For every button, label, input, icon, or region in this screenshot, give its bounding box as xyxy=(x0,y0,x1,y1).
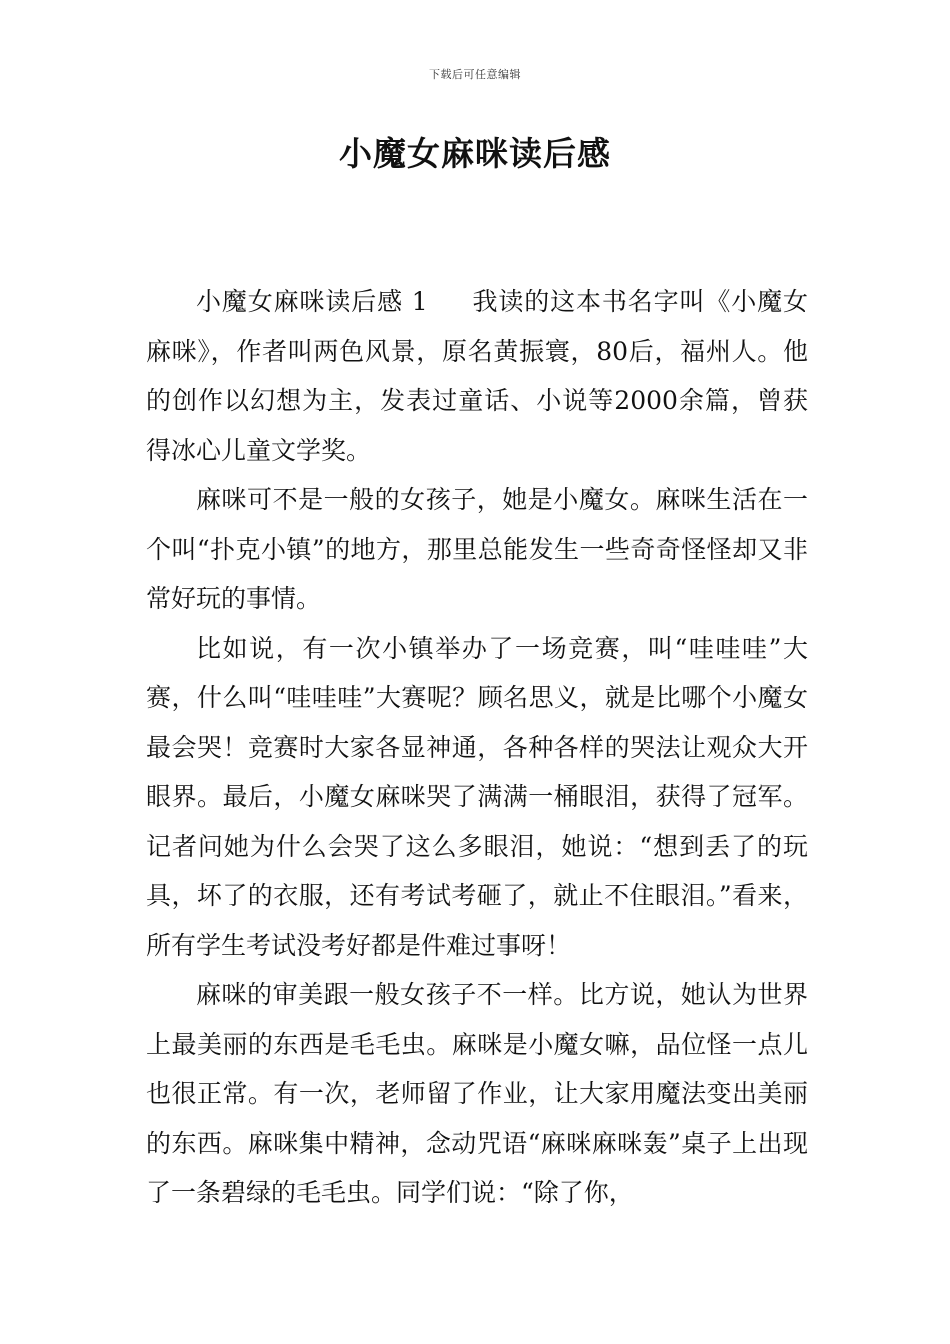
paragraph-text: 比如说，有一次小镇举办了一场竞赛，叫“哇哇哇”大赛，什么叫“哇哇哇”大赛呢？顾名思义，就是比哪个小魔女最会哭！竞赛时大家各显神通，各种各样的哭法让观众大开眼界。最后，小魔女麻咪哭了满满一桶眼泪，获得了冠军。记者问她为什么会哭了这么多眼泪，她说：“想到丢了的玩具，坏了的衣服，还有考试考砸了，就止不住眼泪。”看来，所有学生考试没考好都是件难过事呀！ xyxy=(146,633,808,960)
paragraph-text: 麻咪的审美跟一般女孩子不一样。比方说，她认为世界上最美丽的东西是毛毛虫。麻咪是小魔女嘛，品位怪一点儿也很正常。有一次，老师留了作业，让大家用魔法变出美丽的东西。麻咪集中精神，念动咒语“麻咪麻咪轰”桌子上出现了一条碧绿的毛毛虫。同学们说：“除了你， xyxy=(146,980,808,1207)
document-title: 小魔女麻咪读后感 xyxy=(339,134,611,173)
document-body xyxy=(146,277,808,1218)
paragraph-2 xyxy=(146,475,808,624)
paragraph-1 xyxy=(146,277,808,475)
paragraph-4 xyxy=(146,970,808,1218)
paragraph-3 xyxy=(146,624,808,971)
paragraph-text: 我读的这本书名字叫《小魔女麻咪》，作者叫两色风景，原名黄振寰，80后，福州人。他的创作以幻想为主，发表过童话、小说等2000余篇，曾获得冰心儿童文学奖。 xyxy=(146,287,808,465)
paragraph-text: 麻咪可不是一般的女孩子，她是小魔女。麻咪生活在一个叫“扑克小镇”的地方，那里总能发生一些奇奇怪怪却又非常好玩的事情。 xyxy=(146,485,808,613)
header-note: 下载后可任意编辑 xyxy=(429,68,521,81)
essay-heading: 小魔女麻咪读后感 1 xyxy=(196,287,428,316)
